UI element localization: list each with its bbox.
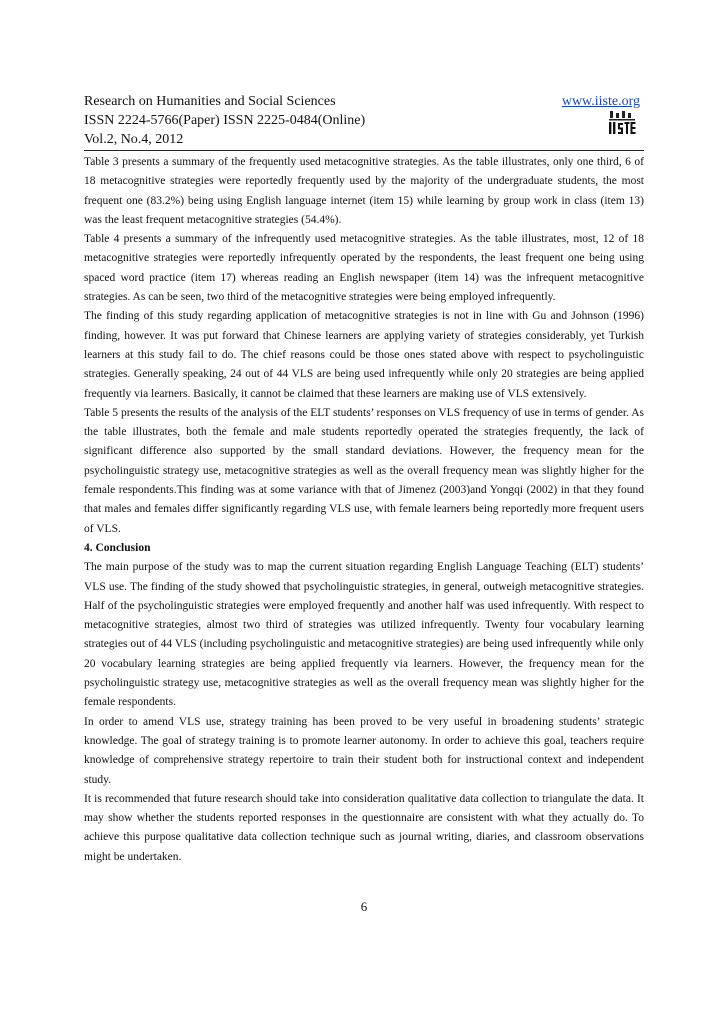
paragraph-conclusion-training: In order to amend VLS use, strategy training has been proved to be very useful in broadening students’ strategic knowledge. The goal of strategy training is to promote learner autonomy. In order to achieve this goal, teachers require knowledge of comprehensive strategy repertoire to train their student both for instructional context and independent study. <box>84 715 644 786</box>
paragraph-finding: The finding of this study regarding application of metacognitive strategies is not in line with Gu and Johnson (1996) finding, however. It was put forward that Chinese learners are applying variety of strategies considerably, yet Turkish learners at this study fail to do. The chief reasons could be those ones stated above with respect to psycholinguistic strategies. Generally speaking, 24 out of 44 VLS are being used infrequently while only 20 strategies are being applied frequently via learners. Basically, it cannot be claimed that these learners are making use of VLS extensively. <box>84 310 644 400</box>
paragraph-table4: Table 4 presents a summary of the infrequently used metacognitive strategies. As the table illustrates, most, 12 of 18 metacognitive strategies were reportedly infrequently operated by the respondents, the least frequent one being using spaced word practice (item 17) whereas reading an English newspaper (item 14) was the infrequent metacognitive strategies. As can be seen, two third of the metacognitive strategies were being employed infrequently. <box>84 233 644 304</box>
journal-info <box>84 92 365 149</box>
paragraph-table3: Table 3 presents a summary of the frequently used metacognitive strategies. As the table illustrates, only one third, 6 of 18 metacognitive strategies were reportedly frequently used by the majority of the undergraduate students, the most frequent one (83.2%) being using English language internet (item 15) while learning by group work in class (item 13) was the least frequent metacognitive strategies (54.4%). <box>84 156 644 226</box>
header-rule <box>84 150 644 151</box>
website-link[interactable]: www.iiste.org <box>561 94 640 109</box>
issn-line: ISSN 2224-5766(Paper) ISSN 2225-0484(Online) <box>84 113 366 128</box>
iiste-logo-icon <box>607 110 637 136</box>
page-number: 6 <box>360 899 368 914</box>
conclusion-heading: 4. Conclusion <box>84 541 151 554</box>
paragraph-table5: Table 5 presents the results of the analysis of the ELT students’ responses on VLS frequency of use in terms of gender. As the table illustrates, both the female and male students reportedly operated the strategies frequently, the lack of significant difference also supported by the small standard deviations. However, the frequency mean for the psycholinguistic strategy use, metacognitive strategies as well as the overall frequency mean was slightly higher for the female respondents.This finding was at some variance with that of Jimenez (2003)and Yongqi (2002) in that they found that males and females differ significantly regarding VLS use, with female learners being reportedly more frequent users of VLS. <box>84 406 644 535</box>
page-header <box>84 92 644 148</box>
volume-line: Vol.2, No.4, 2012 <box>84 132 184 147</box>
main-text <box>84 153 644 867</box>
journal-title: Research on Humanities and Social Sciences <box>84 94 336 109</box>
paragraph-conclusion-main: The main purpose of the study was to map the current situation regarding English Language Teaching (ELT) students’ VLS use. The finding of the study showed that psycholinguistic strategies, in general, outweigh metacognitive strategies. Half of the psycholinguistic strategies were employed frequently and another half was used infrequently. With respect to metacognitive strategies, almost two third of strategies was utilized infrequently. Twenty four vocabulary learning strategies out of 44 VLS (including psycholinguistic and metacognitive strategies) are being used infrequently while only 20 vocabulary learning strategies are being applied frequently via learners. However, the frequency mean for the psycholinguistic strategy use, metacognitive strategies as well as the overall frequency mean was slightly higher for the female respondents. <box>84 561 644 709</box>
paragraph-conclusion-future: It is recommended that future research should take into consideration qualitative data collection to triangulate the data. It may show whether the students reported responses in the questionnaire are consistent with what they actually do. To achieve this purpose qualitative data collection technique such as journal writing, diaries, and classroom observations might be undertaken. <box>84 792 644 863</box>
